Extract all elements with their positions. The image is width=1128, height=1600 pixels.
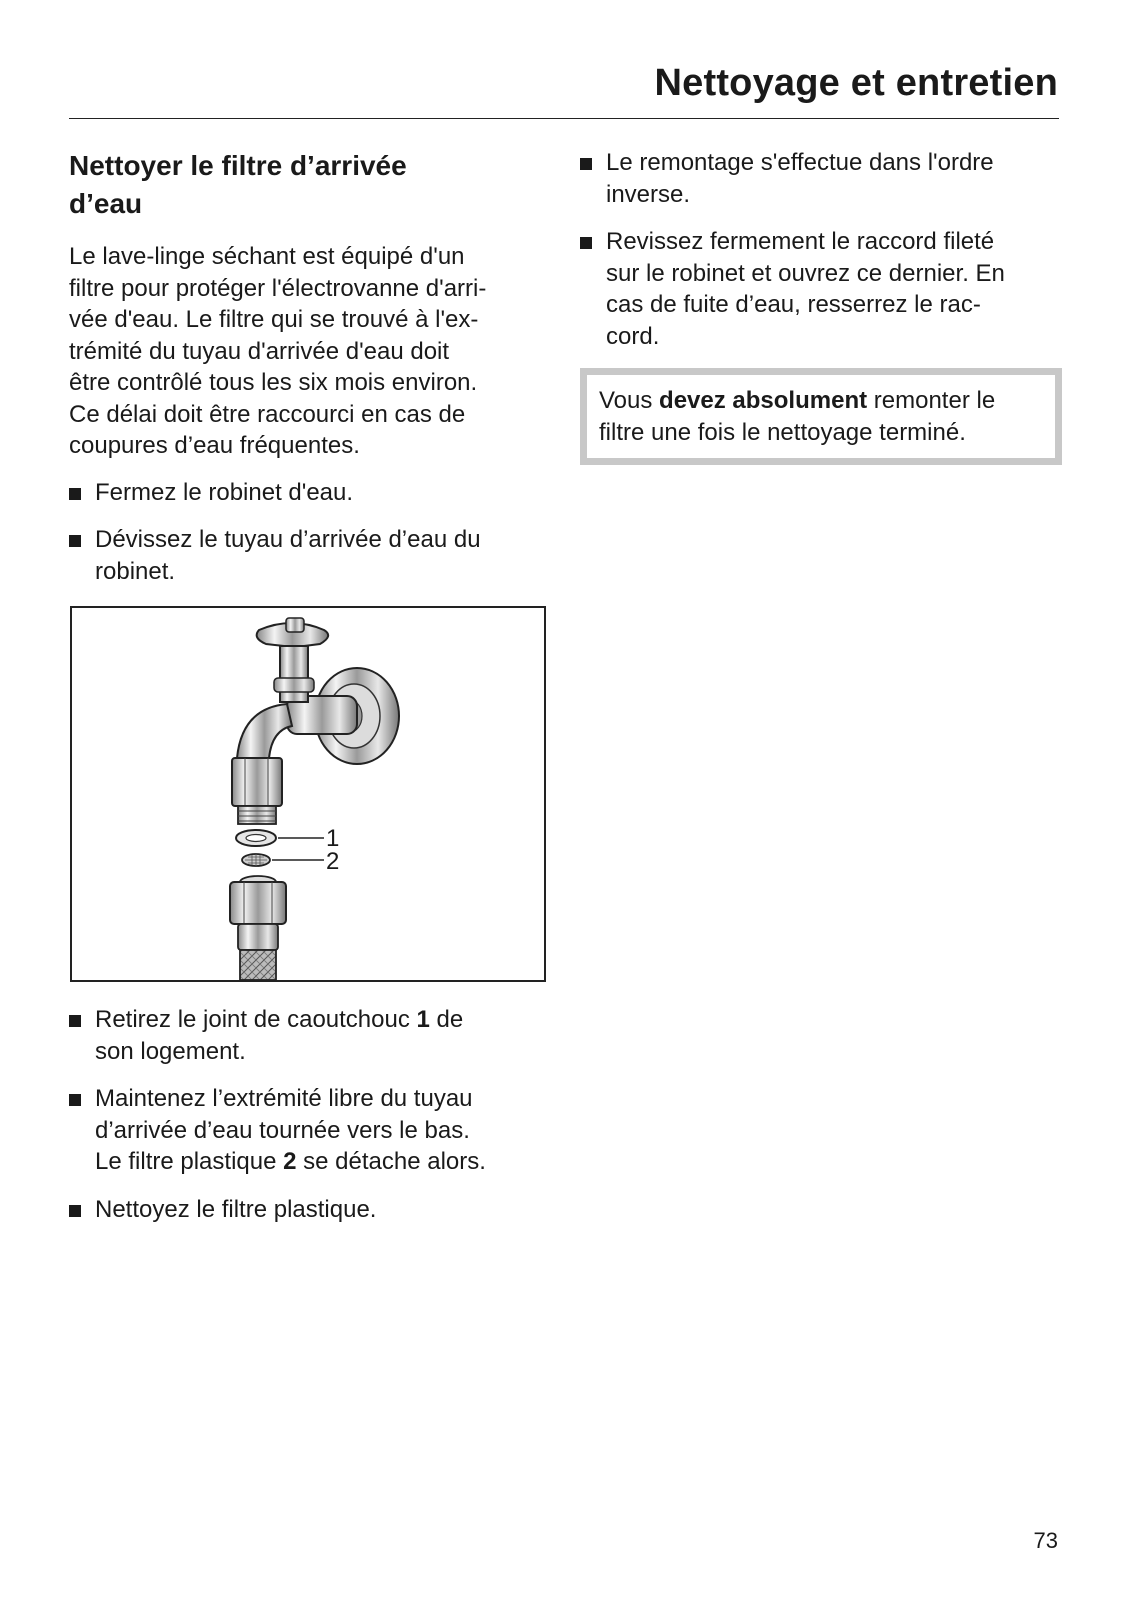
warning-callout-box bbox=[580, 368, 1062, 465]
section-title-line-2: d’eau bbox=[69, 188, 143, 219]
square-bullet-icon bbox=[69, 488, 81, 500]
step-text: Revissez fermement le raccord fileté bbox=[606, 228, 995, 255]
intro-paragraph bbox=[69, 241, 549, 462]
square-bullet-icon bbox=[69, 1205, 81, 1217]
step-text: Le filtre plastique bbox=[95, 1148, 284, 1175]
callout-emphasis: devez absolument bbox=[659, 387, 868, 414]
rubber-washer bbox=[236, 830, 276, 846]
left-column bbox=[69, 147, 549, 1241]
page-number: 73 bbox=[1033, 1528, 1058, 1553]
intro-line: trémité du tuyau d'arrivée d'eau doit bbox=[69, 337, 450, 365]
step-text: inverse. bbox=[606, 180, 691, 208]
step-text: Fermez le robinet d'eau. bbox=[95, 478, 354, 506]
callout-text: filtre une fois le nettoyage terminé. bbox=[599, 418, 966, 446]
figure-label-1: 1 bbox=[326, 825, 340, 852]
step-text: Nettoyez le filtre plastique. bbox=[95, 1195, 377, 1223]
steps-list-before-figure bbox=[69, 477, 549, 588]
steps-list-right bbox=[580, 147, 1065, 352]
square-bullet-icon bbox=[69, 1094, 81, 1106]
step-text: cas de fuite d’eau, resserrez le rac- bbox=[606, 291, 981, 318]
step-text: Dévissez le tuyau d’arrivée d’eau du bbox=[95, 526, 481, 553]
step-bold-ref: 1 bbox=[416, 1006, 430, 1033]
step-item bbox=[69, 524, 549, 587]
section-title-line-1: Nettoyer le filtre d’arrivée bbox=[69, 150, 407, 181]
intro-line: vée d'eau. Le filtre qui se trouvé à l'ex- bbox=[69, 306, 479, 333]
intro-line: Ce délai doit être raccourci en cas de bbox=[69, 400, 466, 428]
square-bullet-icon bbox=[69, 1015, 81, 1027]
step-text: se détache alors. bbox=[296, 1148, 486, 1175]
step-item bbox=[69, 1004, 549, 1067]
intro-line: coupures d’eau fréquentes. bbox=[69, 432, 360, 459]
right-column bbox=[580, 147, 1065, 465]
intro-line: être contrôlé tous les six mois environ. bbox=[69, 369, 478, 396]
step-text: cord. bbox=[606, 322, 660, 350]
header-divider bbox=[69, 118, 1059, 119]
step-item bbox=[580, 226, 1065, 352]
steps-list-after-figure bbox=[69, 1004, 549, 1225]
faucet-hose-diagram bbox=[72, 608, 544, 980]
faucet-filter-illustration bbox=[70, 606, 546, 982]
square-bullet-icon bbox=[580, 158, 592, 170]
intro-line: Le lave-linge séchant est équipé d'un bbox=[69, 243, 465, 270]
step-text: Maintenez l’extrémité libre du tuyau bbox=[95, 1085, 473, 1112]
square-bullet-icon bbox=[580, 237, 592, 249]
step-text: robinet. bbox=[95, 557, 176, 585]
step-text: Retirez le joint de caoutchouc bbox=[95, 1006, 417, 1033]
callout-text: remonter le bbox=[867, 387, 996, 414]
callout-text: Vous bbox=[599, 387, 660, 414]
step-bold-ref: 2 bbox=[283, 1148, 297, 1175]
step-item bbox=[69, 1194, 549, 1226]
step-item bbox=[69, 1083, 549, 1178]
page-header-title: Nettoyage et entretien bbox=[654, 62, 1058, 104]
section-title bbox=[69, 147, 549, 223]
step-text: sur le robinet et ouvrez ce dernier. En bbox=[606, 259, 1005, 287]
step-item bbox=[69, 477, 549, 509]
square-bullet-icon bbox=[69, 535, 81, 547]
step-text: son logement. bbox=[95, 1037, 246, 1065]
intro-line: filtre pour protéger l'électrovanne d'arri- bbox=[69, 274, 487, 302]
figure-label-2: 2 bbox=[326, 848, 340, 875]
step-text: de bbox=[429, 1006, 464, 1033]
step-text: Le remontage s'effectue dans l'ordre bbox=[606, 149, 994, 176]
plastic-filter bbox=[242, 854, 270, 866]
step-text: d’arrivée d’eau tournée vers le bas. bbox=[95, 1116, 470, 1144]
step-item bbox=[580, 147, 1065, 210]
